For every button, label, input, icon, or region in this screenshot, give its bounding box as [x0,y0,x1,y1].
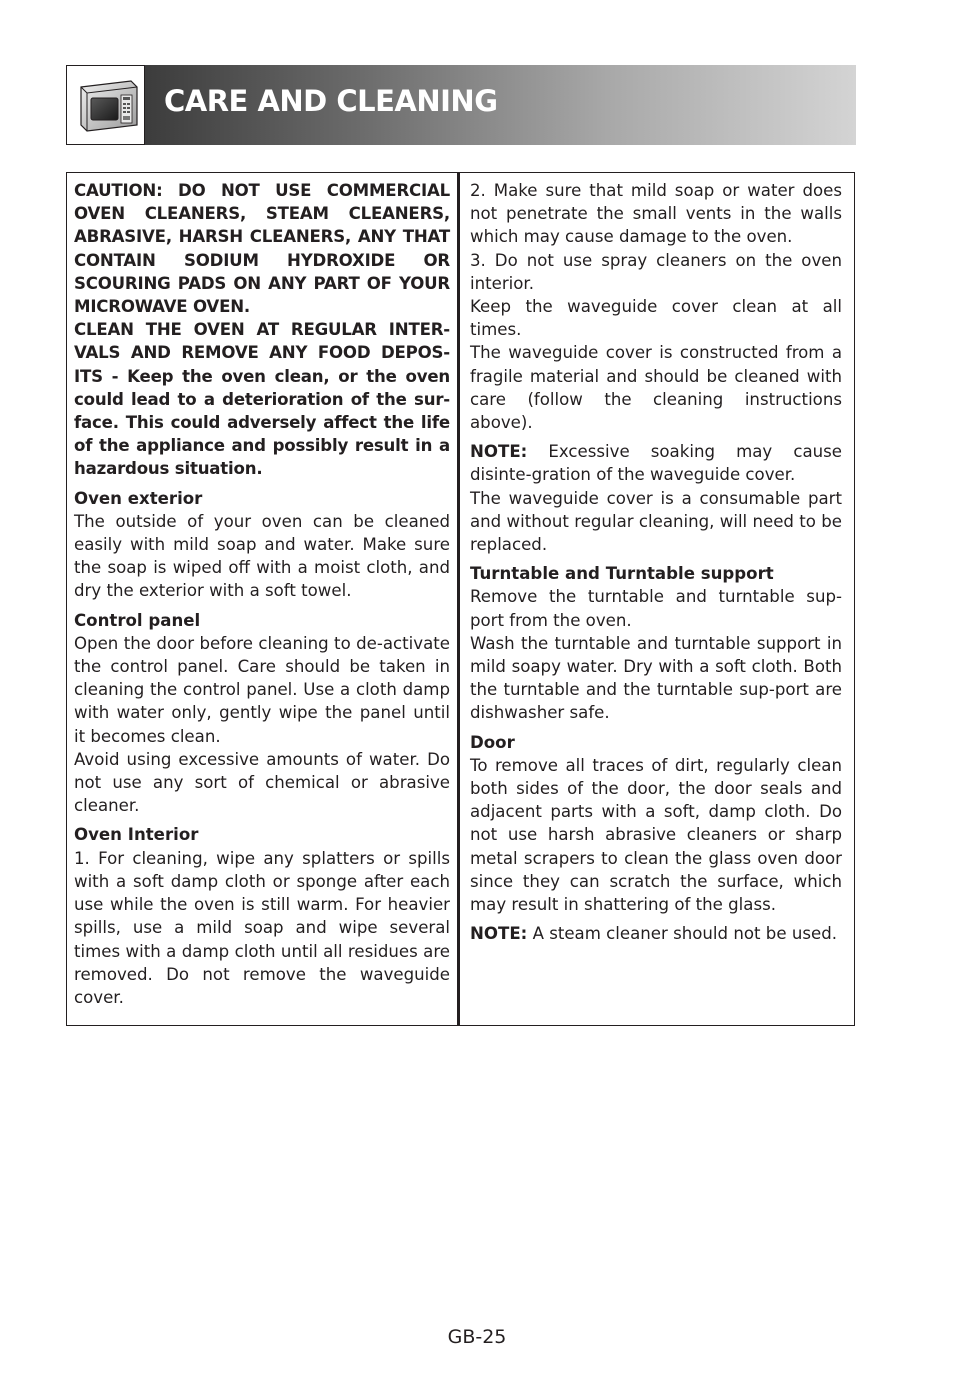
page-title: CARE AND CLEANING [164,84,498,118]
right-column [463,173,854,1025]
oven-exterior-text: The outside of your oven can be cleaned easily with mild soap and water. Make sure the soap is wiped off with a moist cloth, and dry the exterior with a soft towel. [74,511,450,601]
oven-interior-item-2: 2. Make sure that mild soap or water does not penetrate the small vents in the walls which may cause damage to the oven. [470,181,842,247]
content-table [66,172,855,1026]
door-heading: Door [470,732,515,752]
note-text-2: A steam cleaner should not be used. [527,924,837,944]
control-panel-text-2: Avoid using excessive amounts of water. Do not use any sort of chemical or abrasive cleaner. [74,749,450,816]
oven-interior-text: 1. For cleaning, wipe any splatters or spills with a soft damp cloth or sponge after each use while the oven is still warm. For heavier spills, use a mild soap and wipe several times with a damp cloth until all residues are removed. Do not remove the waveguide cover. [74,848,450,1007]
waveguide-text-1: Keep the waveguide cover clean at all times. [470,297,842,340]
regular-cleaning-warning: CLEAN THE OVEN AT REGULAR INTER-VALS AND REMOVE ANY FOOD DEPOS-ITS - Keep the oven clean, or the oven could lead to a deterioration of the sur-face. This could adversely affect the life of the appliance and possibly result in a hazardous situation. [74,320,450,479]
left-column [67,173,460,1025]
oven-interior-heading: Oven Interior [74,825,199,845]
turntable-text-2: Wash the turntable and turntable support in mild soapy water. Dry with a soft cloth. Both the turntable and the turntable sup-port are dishwasher safe. [470,633,842,723]
section-header [66,65,856,145]
caution-warning: CAUTION: DO NOT USE COMMERCIAL OVEN CLEANERS, STEAM CLEANERS, ABRASIVE, HARSH CLEANERS, ANY THAT CONTAIN SODIUM HYDROXIDE OR SCOURING PADS ON ANY PART OF YOUR MICROWAVE OVEN. [74,181,450,317]
steam-cleaner-note [470,922,842,945]
turntable-text-1: Remove the turntable and turntable sup-port from the oven. [470,587,842,630]
header-title-band [145,65,856,145]
waveguide-text-3: The waveguide cover is a consumable part and without regular cleaning, will need to be replaced. [470,488,842,555]
note-label-2: NOTE: [470,924,528,944]
oven-exterior-heading: Oven exterior [74,488,203,508]
oven-interior-item-3: 3. Do not use spray cleaners on the oven interior. [470,250,842,293]
microwave-oven-icon [66,65,145,145]
control-panel-text: Open the door before cleaning to de-activate the control panel. Care should be taken in cleaning the control panel. Use a cloth damp with water only, gently wipe the panel until it becomes clean. [74,633,450,746]
control-panel-heading: Control panel [74,610,201,630]
note-label: NOTE: [470,442,528,462]
turntable-heading: Turntable and Turntable support [470,564,774,584]
door-text: To remove all traces of dirt, regularly clean both sides of the door, the door seals and adjacent parts with a soft, damp cloth. Do not use harsh abrasive cleaners or sharp metal scrapers to clean the glass oven door since they can scratch the surface, which may result in shattering of the glass. [470,755,842,915]
waveguide-note [470,440,842,486]
microwave-oven-icon-graphic [73,77,139,133]
note-text: Excessive soaking may cause disinte-gration of the waveguide cover. [470,442,842,485]
page-number: GB-25 [447,1326,507,1348]
waveguide-text-2: The waveguide cover is constructed from a fragile material and should be cleaned with care (follow the cleaning instructions above). [470,343,842,433]
